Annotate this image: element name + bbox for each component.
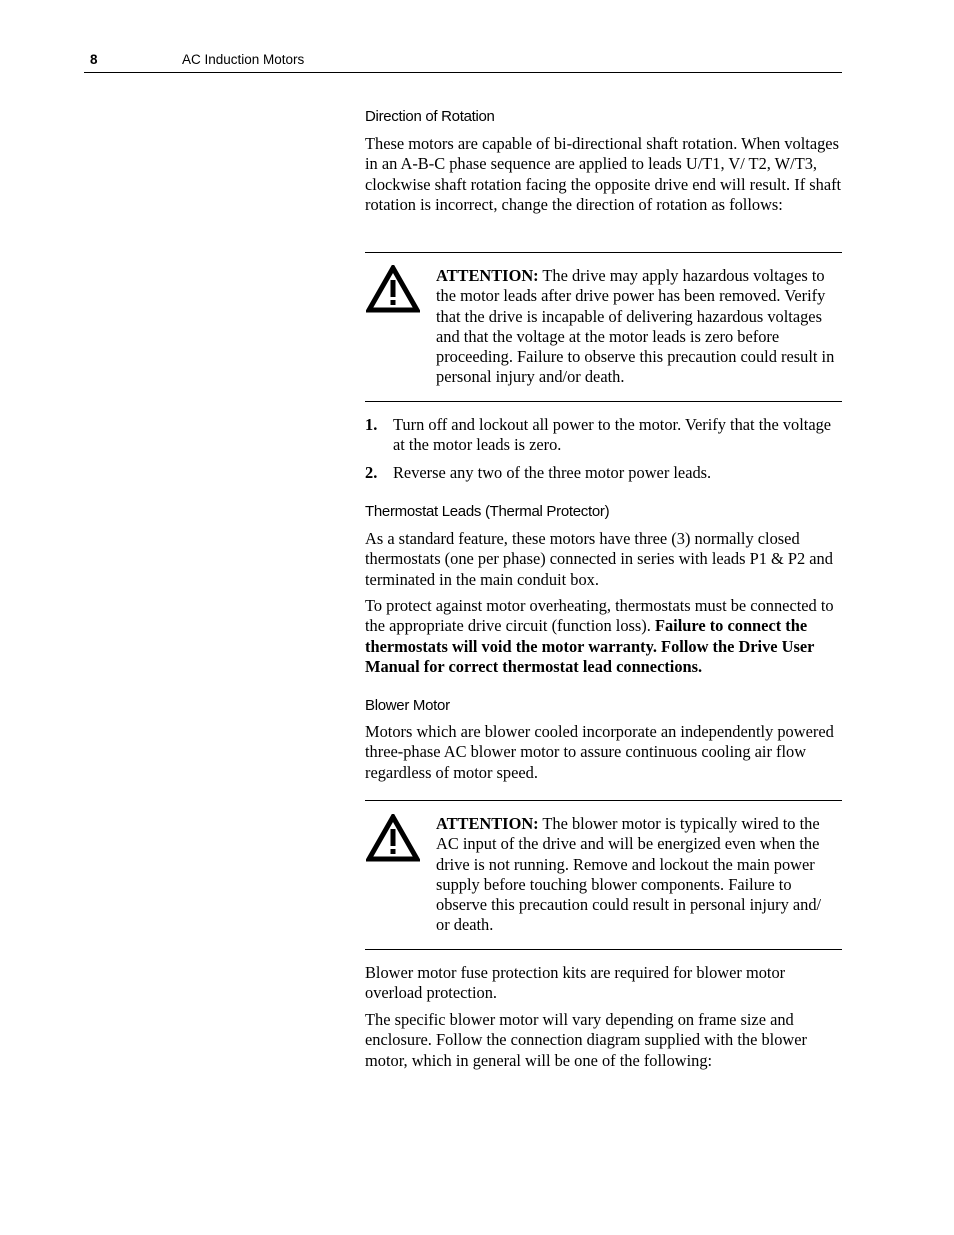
attention-text: The drive may apply hazardous voltages to the motor leads after drive power has been removed. Verify that the drive is incapable of delivering hazardous voltages and that the voltage at the motor leads is zero before proceeding. Failure to observe this precaution could result in personal injury and/or death. <box>436 266 835 387</box>
attention-label: ATTENTION: <box>436 266 539 285</box>
attention-top-rule <box>365 252 842 253</box>
attention-notice-2 <box>436 814 838 936</box>
connection-paragraph: The specific blower motor will vary depending on frame size and enclosure. Follow the connection diagram supplied with the blower motor, which in general will be one of the following: <box>365 1010 807 1070</box>
attention-bottom-rule <box>365 401 842 402</box>
fuse-paragraph: Blower motor fuse protection kits are required for blower motor overload protection. <box>365 963 786 1003</box>
warranty-warning: Failure to connect the thermostats will void the motor warranty. Follow the Drive User Manual for correct thermostat lead connections. <box>365 616 815 676</box>
rotation-body <box>365 134 843 215</box>
attention-top-rule <box>365 800 842 801</box>
page-header <box>84 52 842 73</box>
thermostat-paragraph-1: As a standard feature, these motors have three (3) normally closed thermostats (one per phase) connected in series with leads P1 & P2 and terminated in the main conduit box. <box>365 529 833 589</box>
step-text: Turn off and lockout all power to the motor. Verify that the voltage at the motor leads is zero. <box>393 415 832 455</box>
attention-label: ATTENTION: <box>436 814 539 833</box>
list-item <box>365 463 843 483</box>
thermostat-section <box>365 503 843 520</box>
thermostat-body-1 <box>365 529 843 590</box>
warning-triangle-icon <box>366 814 420 862</box>
blower-body <box>365 722 843 783</box>
page-number: 8 <box>90 52 98 67</box>
warning-triangle-icon <box>366 265 420 313</box>
rotation-section <box>365 108 843 125</box>
step-text: Reverse any two of the three motor power leads. <box>393 463 712 482</box>
blower-section <box>365 697 843 714</box>
blower-paragraph: Motors which are blower cooled incorporate an independently powered three-phase AC blower motor to assure continuous cooling air flow regardless of motor speed. <box>365 722 834 782</box>
thermostat-body-2 <box>365 596 843 677</box>
attention-text: The blower motor is typically wired to the AC input of the drive and will be energized even when the drive is not running. Remove and lockout the main power supply before touching blower components. Failure to observe this precaution could result in personal injury and/ or death. <box>436 814 822 935</box>
section-heading-rotation: Direction of Rotation <box>365 108 495 125</box>
section-heading-thermostat: Thermostat Leads (Thermal Protector) <box>365 503 610 520</box>
running-title: AC Induction Motors <box>182 52 305 67</box>
list-item <box>365 415 843 456</box>
fuse-body-1 <box>365 963 843 1004</box>
rotation-paragraph: These motors are capable of bi-directional shaft rotation. When voltages in an A-B-C phase sequence are applied to leads U/T1, V/ T2, W/T3, clockwise shaft rotation facing the opposite drive end will result. If shaft rotation is incorrect, change the direction of rotation as follows: <box>365 134 842 214</box>
thermostat-paragraph-2-plain: To protect against motor overheating, thermostats must be connected to the appropriate drive circuit (function loss). <box>365 596 834 636</box>
attention-notice-1 <box>436 266 838 388</box>
step-number: 2. <box>365 463 378 482</box>
attention-bottom-rule <box>365 949 842 950</box>
thermostat-paragraph-2 <box>365 596 843 677</box>
step-number: 1. <box>365 415 378 434</box>
fuse-body-2 <box>365 1010 843 1071</box>
section-heading-blower: Blower Motor <box>365 697 450 714</box>
